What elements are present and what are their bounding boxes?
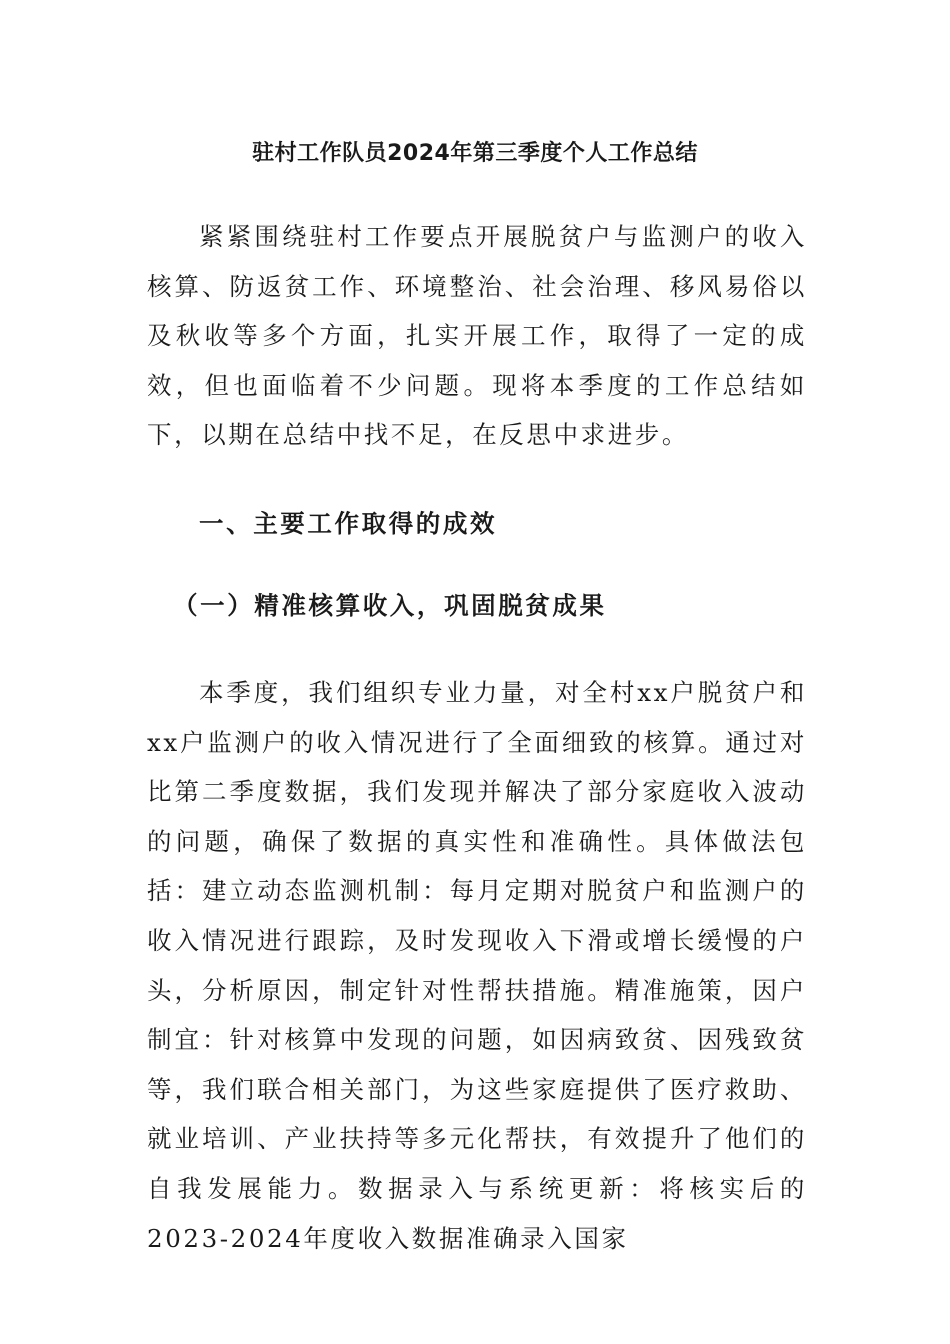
intro-paragraph: 紧紧围绕驻村工作要点开展脱贫户与监测户的收入核算、防返贫工作、环境整治、社会治理、移风易俗以及秋收等多个方面，扎实开展工作，取得了一定的成效，但也面临着不少问题。现将本季度的工作总结如下，以期在总结中找不足，在反思中求进步。 [147, 222, 807, 450]
document-title: 驻村工作队员2024年第三季度个人工作总结 [252, 141, 698, 166]
section-heading-achievements: 一、主要工作取得的成效 [199, 509, 498, 538]
subsection-heading-income-accounting: （一）精准核算收入，巩固脱贫成果 [173, 591, 607, 620]
body-paragraph-income-accounting: 本季度，我们组织专业力量，对全村xx户脱贫户和xx户监测户的收入情况进行了全面细致的核算。通过对比第二季度数据，我们发现并解决了部分家庭收入波动的问题，确保了数据的真实性和准确性。具体做法包括：建立动态监测机制：每月定期对脱贫户和监测户的收入情况进行跟踪，及时发现收入下滑或增长缓慢的户头，分析原因，制定针对性帮扶措施。精准施策，因户制宜：针对核算中发现的问题，如因病致贫、因残致贫等，我们联合相关部门，为这些家庭提供了医疗救助、就业培训、产业扶持等多元化帮扶，有效提升了他们的自我发展能力。数据录入与系统更新：将核实后的2023-2024年度收入数据准确录入国家 [147, 678, 807, 1253]
